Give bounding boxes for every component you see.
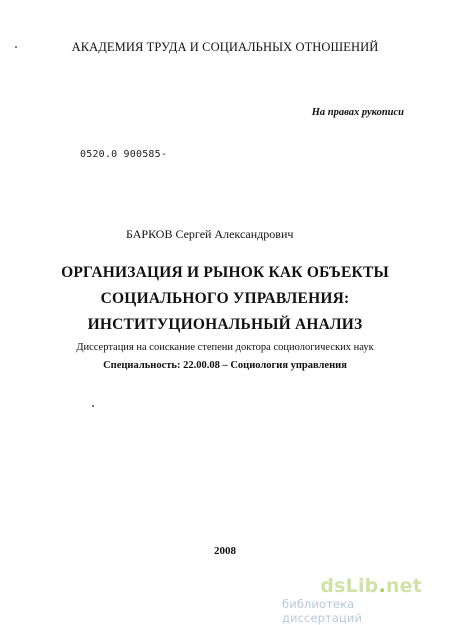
title-line-1: ОРГАНИЗАЦИЯ И РЫНОК КАК ОБЪЕКТЫ	[61, 264, 389, 281]
author-name: БАРКОВ Сергей Александрович	[126, 227, 294, 241]
manuscript-note: На правах рукописи	[311, 107, 404, 118]
year: 2008	[214, 545, 236, 557]
watermark-logo: dsLib.net	[320, 575, 422, 597]
watermark-subtitle: библиотека диссертаций	[282, 597, 363, 625]
specialty-line: Специальность: 22.00.08 – Социология управления	[103, 360, 347, 371]
institution-name: АКАДЕМИЯ ТРУДА И СОЦИАЛЬНЫХ ОТНОШЕНИЙ	[71, 40, 379, 54]
scan-speck	[15, 46, 17, 48]
scan-speck	[92, 405, 94, 407]
degree-line: Диссертация на соискание степени доктора социологических наук	[76, 342, 374, 353]
catalog-code: 0520.0 900585-	[80, 149, 168, 160]
title-line-3: ИНСТИТУЦИОНАЛЬНЫЙ АНАЛИЗ	[87, 316, 363, 333]
title-line-2: СОЦИАЛЬНОГО УПРАВЛЕНИЯ:	[100, 290, 350, 307]
dslib-watermark	[282, 575, 442, 625]
